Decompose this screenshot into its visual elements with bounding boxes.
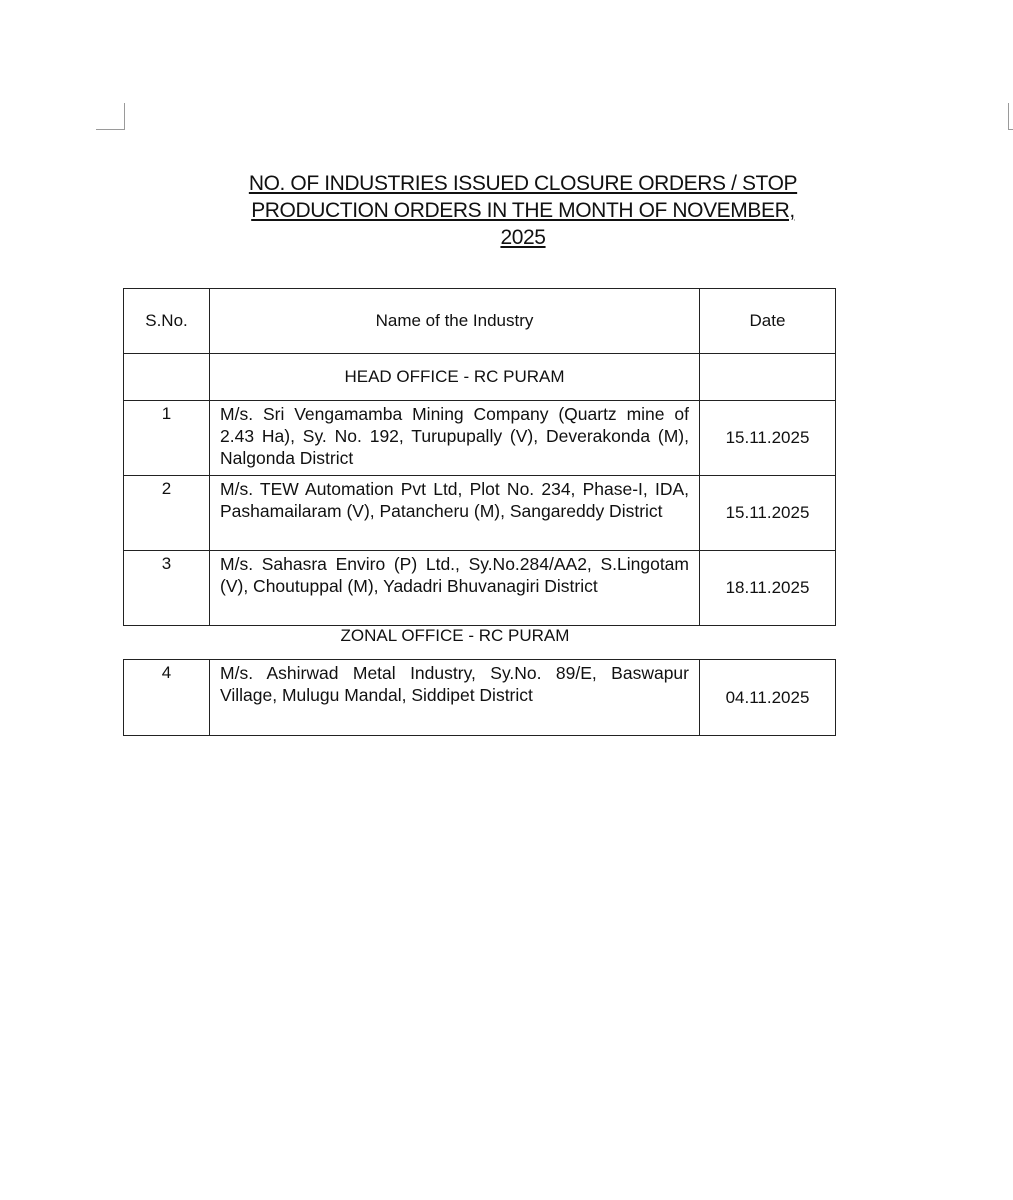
page-corner-mark-right [1008,103,1013,130]
title-line-2: PRODUCTION ORDERS IN THE MONTH OF NOVEMBER, [251,199,795,222]
row-sno: 1 [124,401,210,476]
table-row [124,476,836,551]
row-date: 18.11.2025 [700,551,836,626]
zonal-office-table [123,659,836,736]
section-empty-cell [700,354,836,401]
row-date: 04.11.2025 [700,660,836,736]
section-label-head-office: HEAD OFFICE - RC PURAM [210,354,700,401]
title-line-1: NO. OF INDUSTRIES ISSUED CLOSURE ORDERS / STOP [248,172,798,195]
header-date: Date [700,289,836,354]
row-industry-name: M/s. Ashirwad Metal Industry, Sy.No. 89/E, Baswapur Village, Mulugu Mandal, Siddipet District [210,660,700,736]
header-sno: S.No. [124,289,210,354]
section-label-zonal-office: ZONAL OFFICE - RC PURAM [340,626,570,645]
row-sno: 2 [124,476,210,551]
row-date: 15.11.2025 [700,401,836,476]
row-industry-name: M/s. TEW Automation Pvt Ltd, Plot No. 234, Phase-I, IDA, Pashamailaram (V), Patancheru (M), Sangareddy District [210,476,700,551]
row-industry-name: M/s. Sahasra Enviro (P) Ltd., Sy.No.284/AA2, S.Lingotam (V), Choutuppal (M), Yadadri Bhuvanagiri District [210,551,700,626]
row-date: 15.11.2025 [700,476,836,551]
row-sno: 4 [124,660,210,736]
section-empty-cell [124,354,210,401]
head-office-table [123,288,836,626]
section-row-head-office [124,354,836,401]
row-industry-name: M/s. Sri Vengamamba Mining Company (Quartz mine of 2.43 Ha), Sy. No. 192, Turupupally (V), Deverakonda (M), Nalgonda District [210,401,700,476]
header-name: Name of the Industry [210,289,700,354]
table-header-row [124,289,836,354]
title-line-3: 2025 [500,226,546,249]
table-row [124,660,836,736]
table-row [124,401,836,476]
page-corner-mark-left [96,103,125,130]
table-row [124,551,836,626]
document-title [190,170,856,251]
row-sno: 3 [124,551,210,626]
